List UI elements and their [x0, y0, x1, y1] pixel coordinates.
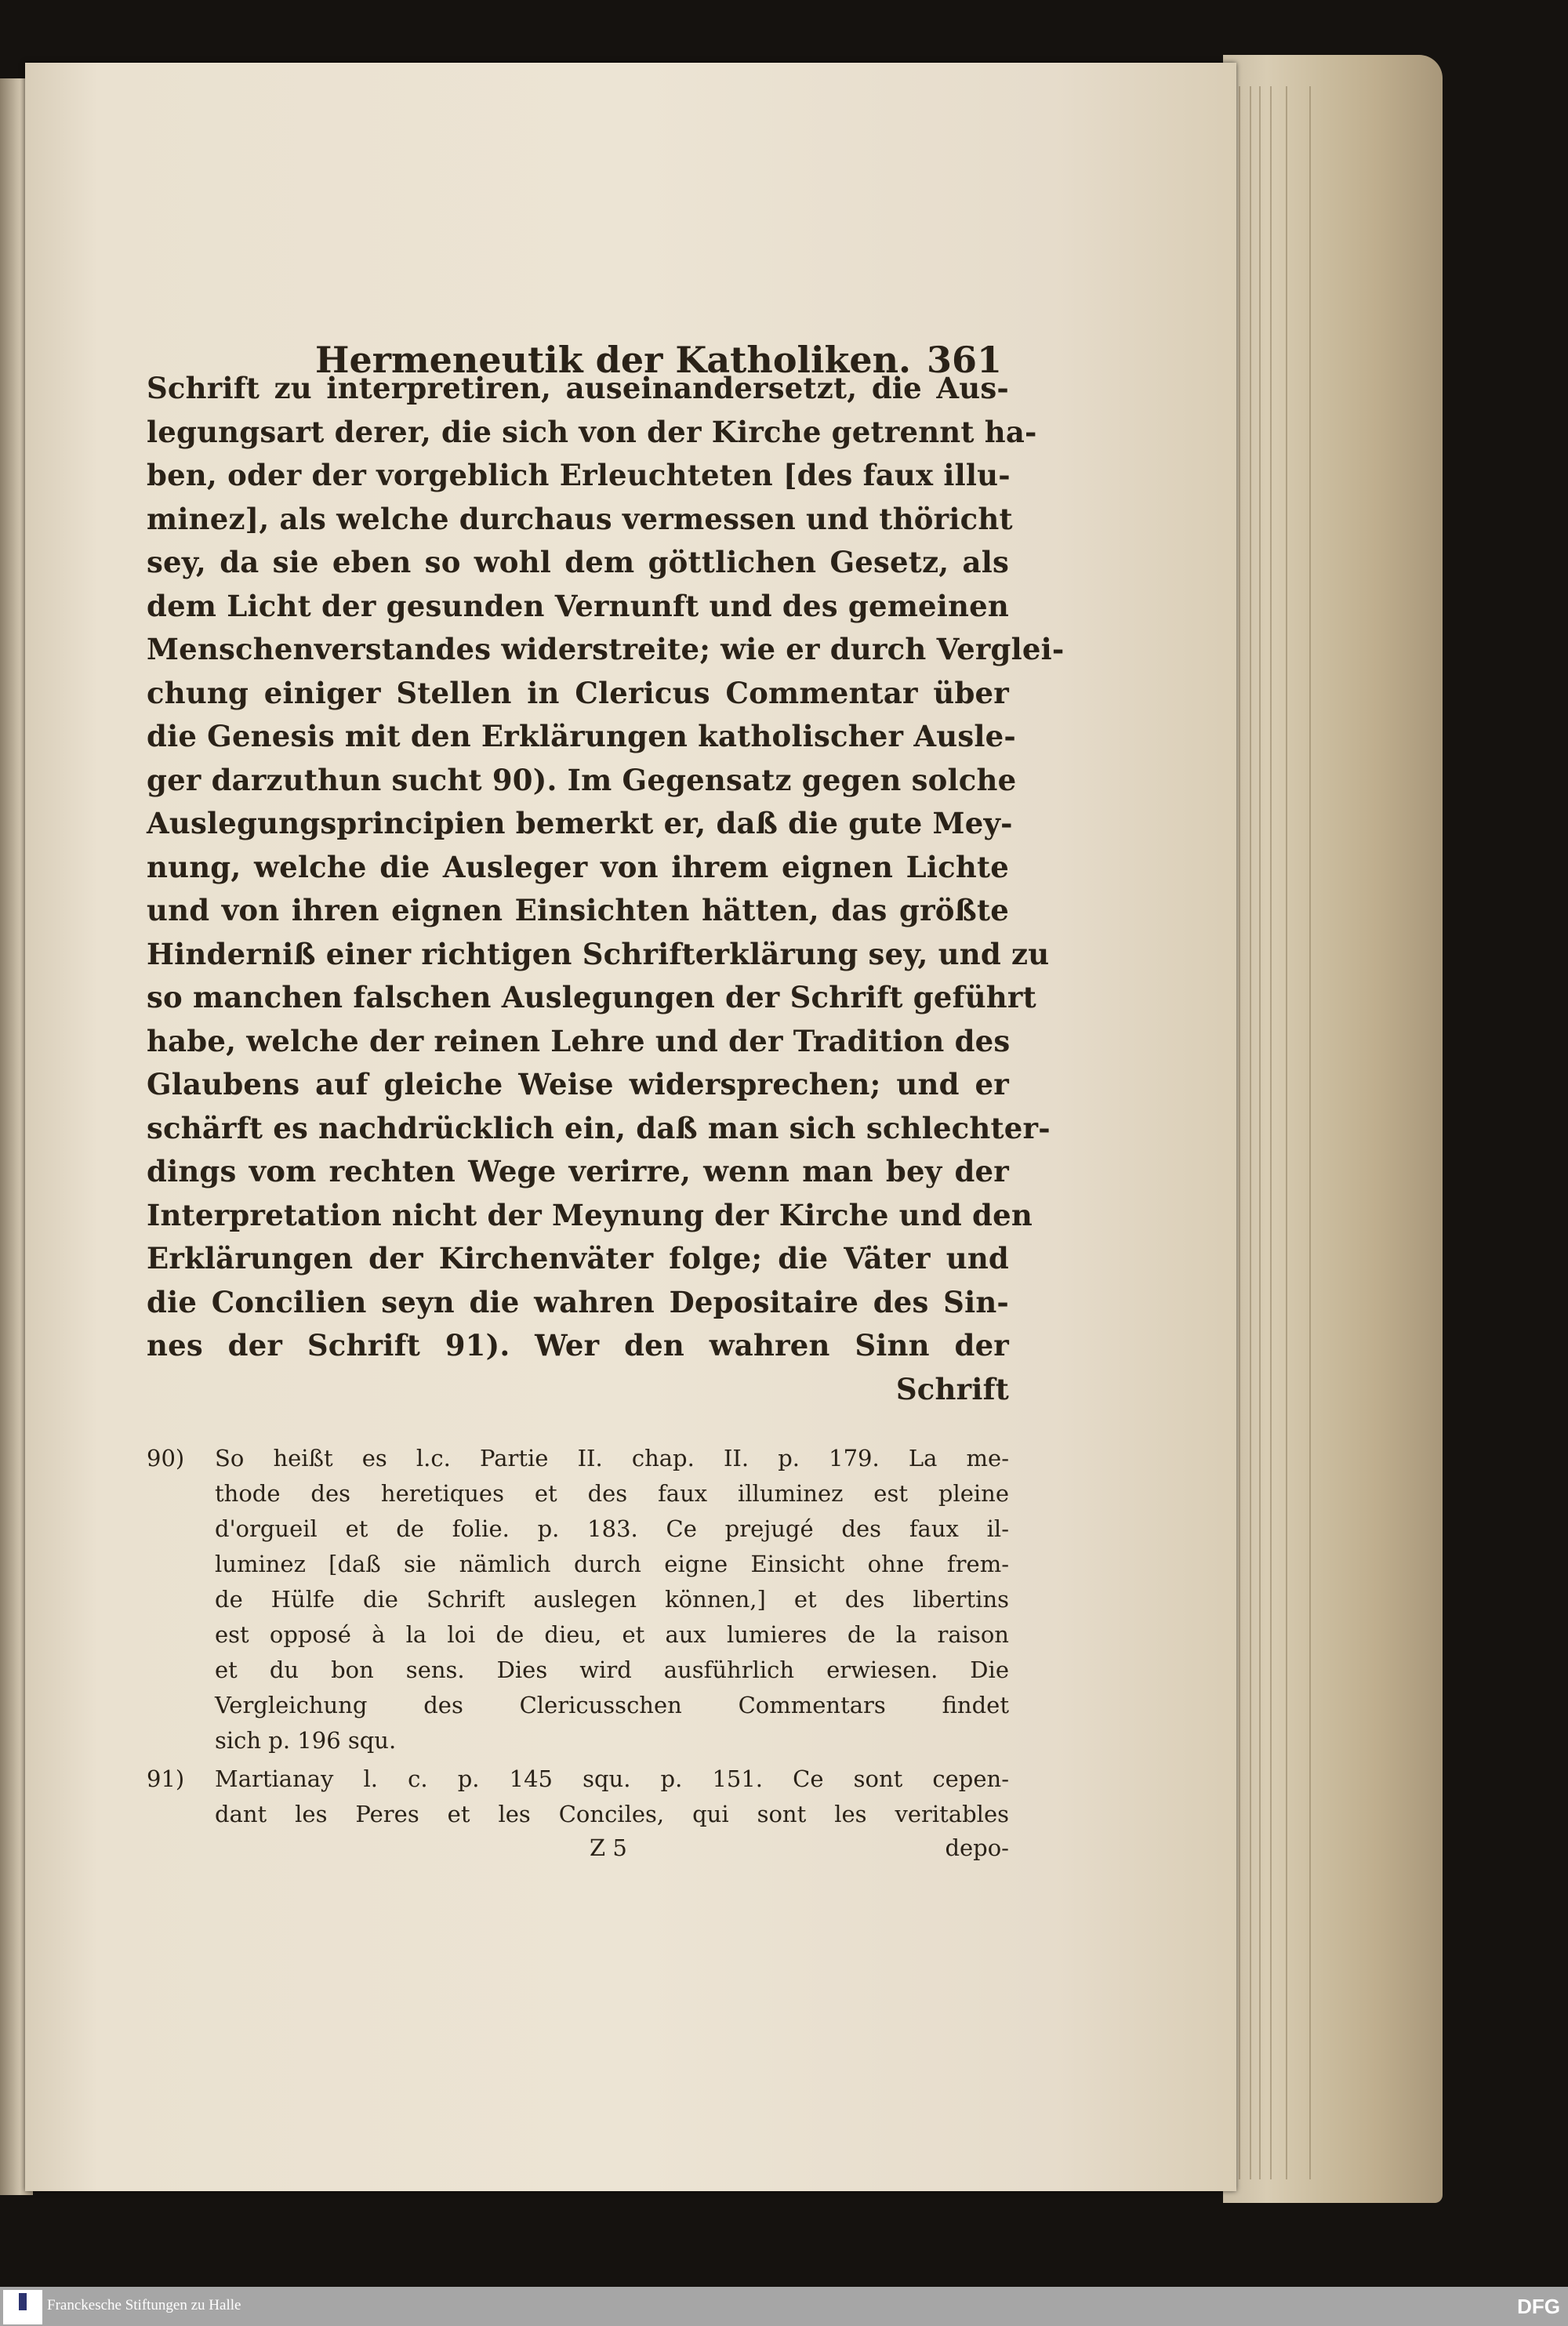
footnote-line: est opposé à la loi de dieu, et aux lumieres de la raison — [215, 1621, 1009, 1648]
body-line: ben, oder der vorgeblich Erleuchteten [des faux illu- — [147, 458, 1011, 492]
body-line: Erklärungen der Kirchenväter folge; die Väter und — [147, 1241, 1009, 1275]
footer-bar — [0, 2287, 1568, 2326]
body-line: Interpretation nicht der Meynung der Kirche und den — [147, 1197, 1033, 1232]
footnote-line: Martianay l. c. p. 145 squ. p. 151. Ce sont cepen- — [215, 1765, 1009, 1792]
footnote-line: So heißt es l.c. Partie II. chap. II. p. 179. La me- — [215, 1445, 1009, 1471]
institution-logo-icon — [3, 2290, 42, 2324]
body-line: die Genesis mit den Erklärungen katholischer Ausle- — [147, 719, 1016, 753]
page-number: 361 — [927, 339, 1003, 381]
bottom-catchword: depo- — [945, 1834, 1009, 1861]
footnote-line: luminez [daß sie nämlich durch eigne Einsicht ohne frem- — [215, 1551, 1009, 1577]
footnote-line: dant les Peres et les Conciles, qui sont les veritables — [215, 1801, 1009, 1827]
body-line: nung, welche die Ausleger von ihrem eignen Lichte — [147, 849, 1009, 884]
body-line: ger darzuthun sucht 90). Im Gegensatz gegen solche — [147, 762, 1017, 797]
body-line: nes der Schrift 91). Wer den wahren Sinn der — [147, 1328, 1009, 1363]
body-line: Auslegungsprincipien bemerkt er, daß die gute Mey- — [147, 806, 1013, 840]
book-page — [25, 63, 1236, 2191]
body-line: legungsart derer, die sich von der Kirche getrennt ha- — [147, 414, 1037, 449]
body-line: Glaubens auf gleiche Weise widersprechen; und er — [147, 1067, 1009, 1101]
body-line: schärft es nachdrücklich ein, daß man sich schlechter- — [147, 1110, 1051, 1145]
body-line: chung einiger Stellen in Clericus Commentar über — [147, 675, 1009, 710]
body-line: Menschenverstandes widerstreite; wie er durch Verglei- — [147, 632, 1065, 666]
page-stack-edges — [1223, 55, 1443, 2203]
footnote-line: et du bon sens. Dies wird ausführlich erwiesen. Die — [215, 1657, 1009, 1683]
body-line: dings vom rechten Wege verirre, wenn man bey der — [147, 1154, 1009, 1188]
footnote-line: sich p. 196 squ. — [215, 1727, 397, 1754]
footnote-line: Vergleichung des Clericusschen Commentars findet — [215, 1692, 1009, 1718]
body-line: sey, da sie eben so wohl dem göttlichen Gesetz, als — [147, 545, 1009, 579]
footnote-line: d'orgueil et de folie. p. 183. Ce prejugé des faux il- — [215, 1515, 1009, 1542]
body-line: Hinderniß einer richtigen Schrifterklärung sey, und zu — [147, 936, 1050, 971]
body-line: Schrift zu interpretiren, auseinandersetzt, die Aus- — [147, 371, 1009, 405]
institution-name[interactable]: Franckesche Stiftungen zu Halle — [47, 2297, 241, 2313]
footnote-line: thode des heretiques et des faux illuminez est pleine — [215, 1480, 1009, 1507]
signature-mark: Z 5 — [590, 1834, 627, 1861]
footnote-line: de Hülfe die Schrift auslegen können,] et des libertins — [215, 1586, 1009, 1613]
body-line: und von ihren eignen Einsichten hätten, das größte — [147, 893, 1009, 927]
footnote-marker: 91) — [147, 1765, 185, 1792]
body-line: habe, welche der reinen Lehre und der Tradition des — [147, 1023, 1011, 1058]
body-line: dem Licht der gesunden Vernunft und des gemeinen — [147, 588, 1009, 623]
dfg-logo[interactable]: DFG — [1517, 2295, 1560, 2318]
body-line: so manchen falschen Auslegungen der Schrift geführt — [147, 980, 1036, 1014]
footnote-marker: 90) — [147, 1445, 185, 1471]
running-head: Hermeneutik der Katholiken. — [315, 339, 912, 381]
body-line: die Concilien seyn die wahren Depositaire des Sin- — [147, 1284, 1009, 1319]
catchword: Schrift — [895, 1371, 1009, 1406]
body-line: minez], als welche durchaus vermessen und thöricht — [147, 501, 1013, 536]
